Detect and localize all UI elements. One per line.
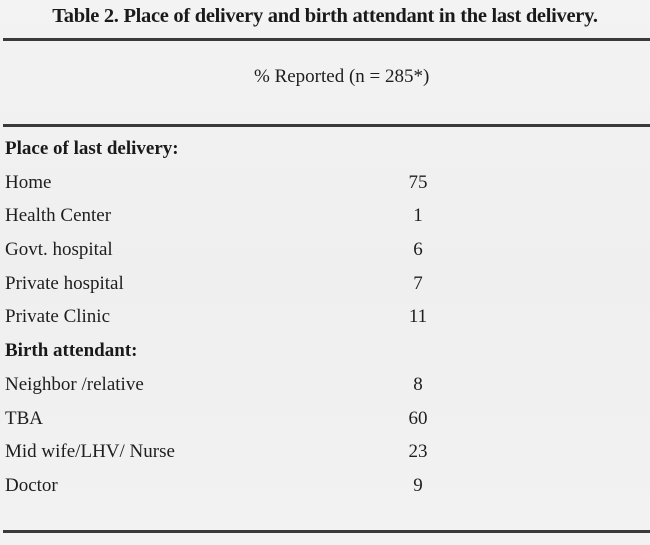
row-label: Neighbor /relative — [5, 374, 144, 395]
table-row — [5, 172, 645, 202]
column-header: % Reported (n = 285*) — [254, 66, 430, 87]
table-row — [5, 273, 645, 303]
table-row — [5, 239, 645, 269]
row-value: 75 — [408, 172, 428, 193]
row-label: Health Center — [5, 205, 112, 226]
section-heading-attendant: Birth attendant: — [5, 340, 138, 361]
row-label: Doctor — [5, 475, 58, 496]
table-row — [5, 374, 645, 404]
table-row — [5, 408, 645, 438]
table-title: Table 2. Place of delivery and birth attendant in the last delivery. — [52, 5, 598, 27]
row-label: TBA — [5, 408, 43, 429]
section-heading-place: Place of last delivery: — [5, 138, 179, 159]
row-value: 11 — [408, 306, 428, 327]
header-rule — [3, 124, 650, 127]
row-value: 23 — [408, 441, 428, 462]
row-value: 60 — [408, 408, 428, 429]
row-label: Private hospital — [5, 273, 124, 294]
table-row — [5, 306, 645, 336]
row-value: 9 — [413, 475, 423, 496]
table-row — [5, 441, 645, 471]
table-row — [5, 205, 645, 235]
row-label: Govt. hospital — [5, 239, 113, 260]
row-value: 1 — [413, 205, 423, 226]
row-value: 6 — [413, 239, 423, 260]
top-rule — [3, 38, 650, 41]
table-row — [5, 475, 645, 505]
row-label: Private Clinic — [5, 306, 111, 327]
row-value: 8 — [413, 374, 423, 395]
row-label: Mid wife/LHV/ Nurse — [5, 441, 175, 462]
row-value: 7 — [413, 273, 423, 294]
row-label: Home — [5, 172, 52, 193]
bottom-rule — [3, 530, 650, 533]
